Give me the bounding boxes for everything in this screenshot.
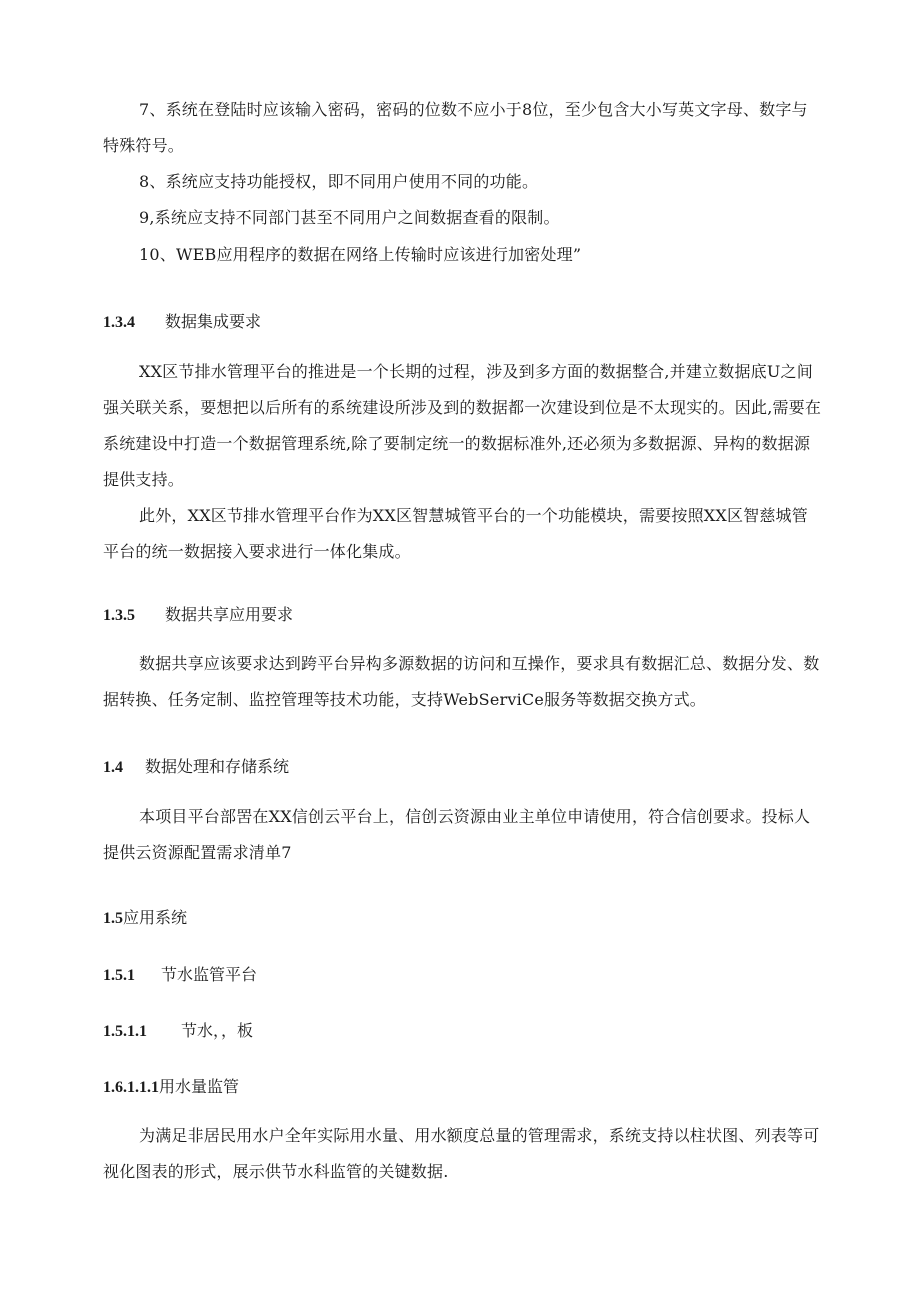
paragraph-data-integration: XX区节排水管理平台的推进是一个长期的过程，涉及到多方面的数据整合,并建立数据底U之间强关联关系，要想把以后所有的系统建设所涉及到的数据都一次建设到位是不太现实的。因此,需要在系统建设中打造一个数据管理系统,除了要制定统一的数据标准外,还必须为多数据源、异构的数据源提供支持。 <box>103 362 822 489</box>
section-title: 数据处理和存储系统 <box>145 757 290 776</box>
section-number: 1.5.1 <box>103 967 135 984</box>
section-heading-1-3-5 <box>103 603 293 628</box>
section-number: 1.6.1.1.1 <box>103 1079 159 1096</box>
section-number: 1.4 <box>103 759 123 776</box>
section-number: 1.3.5 <box>103 607 135 624</box>
section-heading-1-4 <box>103 755 289 780</box>
paragraph-data-sharing: 数据共享应该要求达到跨平台异构多源数据的访问和互操作，要求具有数据汇总、数据分发、数据转换、任务定制、监控管理等技术功能，支持WebServiCe服务等数据交换方式。 <box>103 654 820 709</box>
section-title: 节水，，板 <box>181 1021 254 1040</box>
paragraph-data-storage: 本项目平台部罟在XX信创云平台上，信创云资源由业主单位申请使用，符合信创要求。投标人提供云资源配置需求清单7 <box>103 807 811 862</box>
list-item-9: 9,系统应支持不同部门甚至不同用户之间数据查看的限制。 <box>139 208 560 227</box>
section-title: 用水量监管 <box>159 1077 240 1096</box>
section-heading-1-5-1 <box>103 963 257 988</box>
paragraph-data-integration-2: 此外，XX区节排水管理平台作为XX区智慧城管平台的一个功能模块，需要按照XX区智慈城管平台的统一数据接入要求进行一体化集成。 <box>103 506 808 561</box>
section-title: 数据集成要求 <box>165 312 262 331</box>
section-heading-1-5 <box>103 906 187 931</box>
section-heading-1-5-1-1 <box>103 1019 253 1044</box>
section-heading-1-6-1-1-1 <box>103 1075 239 1100</box>
list-item-8: 8、系统应支持功能授权，即不同用户使用不同的功能。 <box>139 172 539 191</box>
section-title: 节水监管平台 <box>161 965 258 984</box>
section-number: 1.3.4 <box>103 314 135 331</box>
list-item-7: 7、系统在登陆时应该输入密码，密码的位数不应小于8位，至少包含大小写英文字母、数字与特殊符号。 <box>103 100 808 155</box>
section-title: 数据共享应用要求 <box>165 605 294 624</box>
section-title: 应用系统 <box>123 908 188 927</box>
section-number: 1.5 <box>103 910 123 927</box>
section-heading-1-3-4 <box>103 310 261 335</box>
section-number: 1.5.1.1 <box>103 1023 147 1040</box>
list-item-10: 10、WEB应用程序的数据在网络上传输时应该进行加密处理” <box>139 245 582 264</box>
paragraph-water-usage: 为满足非居民用水户全年实际用水量、用水额度总量的管理需求，系统支持以柱状图、列表等可视化图表的形式，展示供节水科监管的关键数据. <box>103 1126 820 1181</box>
